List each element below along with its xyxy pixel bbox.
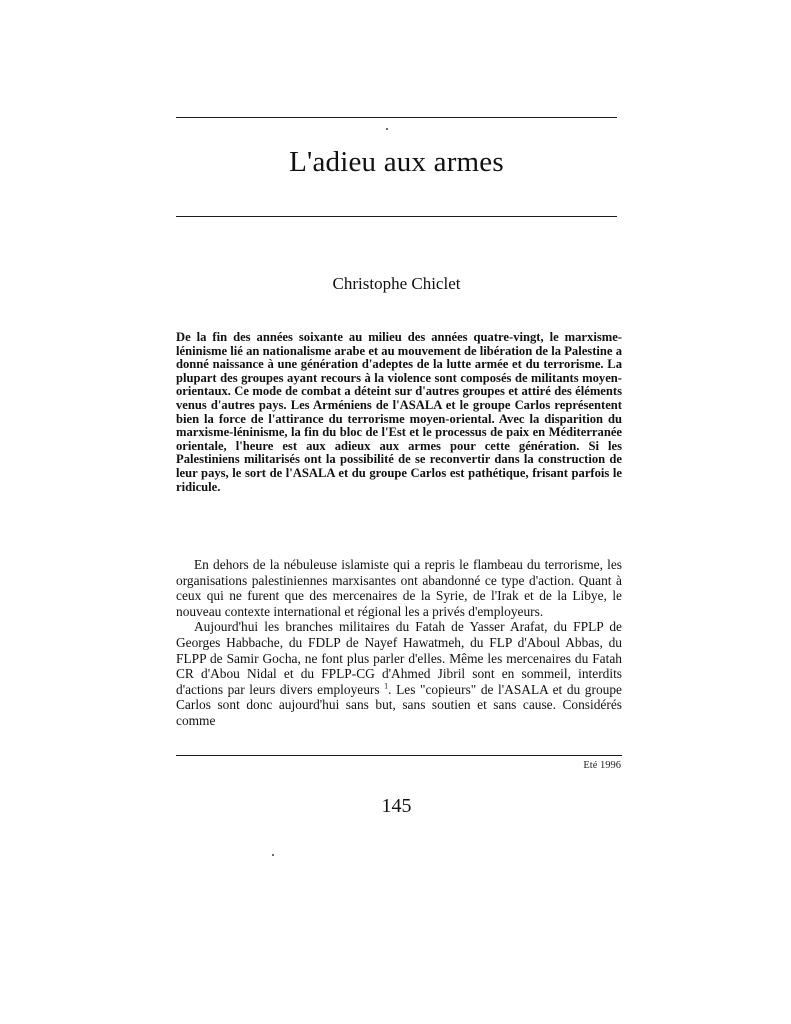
article-title: L'adieu aux armes xyxy=(289,146,504,178)
scan-speck xyxy=(272,854,274,856)
page-number: 145 xyxy=(381,795,412,817)
title-top-rule xyxy=(176,117,617,118)
footnote-reference: 1 xyxy=(384,681,389,691)
article-author: Christophe Chiclet xyxy=(332,274,461,293)
footer-rule xyxy=(176,755,622,756)
body-paragraph-tail: . Les "copieurs" de l'ASALA et du groupe Carlos sont donc aujourd'hui sans but, sans soutien et sans cause. Considérés comme xyxy=(176,681,622,728)
title-bottom-rule xyxy=(176,216,617,217)
body-paragraph-text: Aujourd'hui les branches militaires du Fatah de Yasser Arafat, du FPLP de Georges Habbache, du FDLP de Nayef Hawatmeh, du FLP d'Aboul Abbas, du FLPP de Samir Gocha, ne font plus parler d'elles. Même les mercenaires du Fatah CR d'Abou Nidal et du FPLP-CG d'Ahmed Jibril sont en sommeil, interdits d'actions par leurs divers employeurs xyxy=(176,619,622,697)
article-body xyxy=(176,557,622,729)
body-paragraph: En dehors de la nébuleuse islamiste qui a repris le flambeau du terrorisme, les organisations palestiniennes marxisantes ont abandonné ce type d'action. Quant à ceux qui ne furent que des mercenaires de la Syrie, de l'Irak et de la Libye, le nouveau contexte international et régional les a privés d'employeurs. xyxy=(176,557,622,619)
article-abstract: De la fin des années soixante au milieu des années quatre-vingt, le marxisme-léninisme lié an nationalisme arabe et au mouvement de libération de la Palestine a donné naissance à une génération d'adeptes de la lutte armée et du terrorisme. La plupart des groupes ayant recours à la violence sont composés de militants moyen-orientaux. Ce mode de combat a déteint sur d'autres groupes et attiré des éléments venus d'autres pays. Les Arméniens de l'ASALA et le groupe Carlos représentent bien la force de l'attirance du terrorisme moyen-oriental. Avec la disparition du marxisme-léninisme, la fin du bloc de l'Est et le processus de paix en Méditerranée orientale, l'heure est aux adieux aux armes pour cette génération. Si les Palestiniens militarisés ont la possibilité de se reconvertir dans la construction de leur pays, le sort de l'ASALA et du groupe Carlos est pathétique, frisant parfois le ridicule. xyxy=(176,330,622,494)
scan-speck xyxy=(386,128,388,130)
body-paragraph xyxy=(176,619,622,728)
issue-date: Eté 1996 xyxy=(583,760,621,771)
